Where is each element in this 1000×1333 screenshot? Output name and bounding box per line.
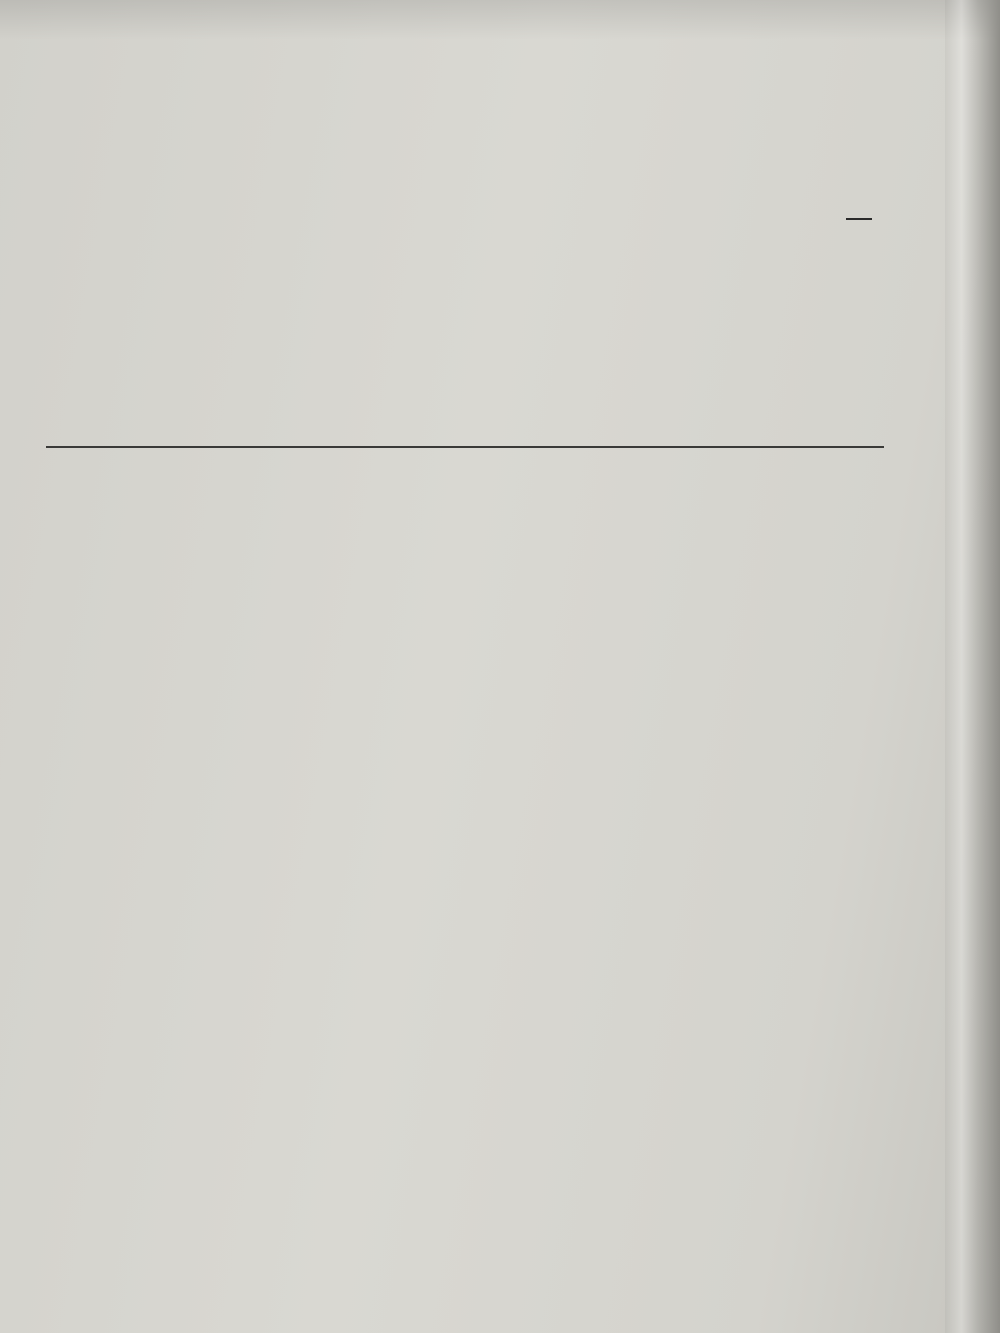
section-divider-rule bbox=[46, 446, 884, 448]
page-shadow bbox=[0, 0, 1000, 40]
ditto-dash bbox=[846, 218, 872, 220]
page-edge bbox=[945, 0, 1000, 1333]
